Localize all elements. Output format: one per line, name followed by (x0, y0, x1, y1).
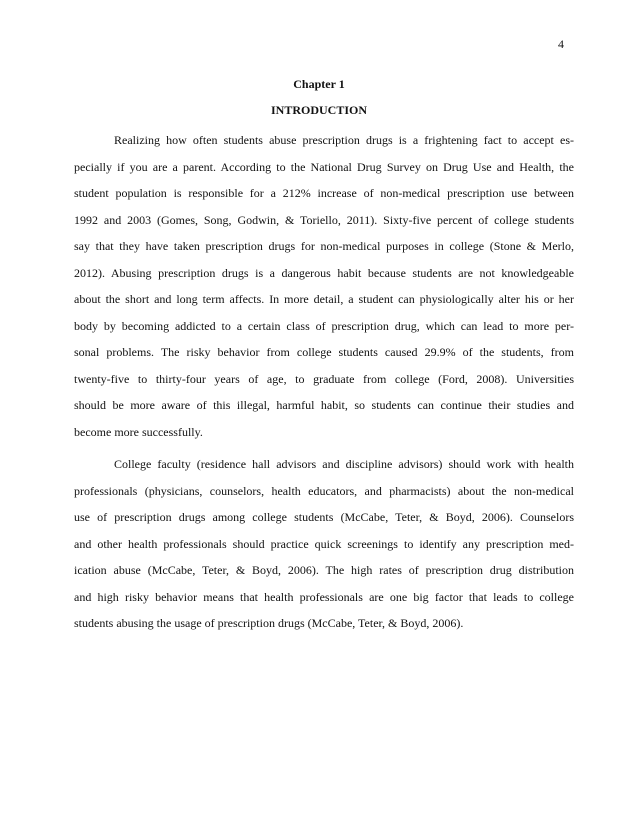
page-number: 4 (558, 37, 564, 51)
body-text (74, 127, 574, 637)
text-line: College faculty (residence hall advisors and discipline advisors) should work with health (114, 457, 574, 471)
text-line: and high risky behavior means that health professionals are one big factor that leads to college (74, 589, 574, 604)
paragraph-2 (74, 451, 574, 637)
text-line: professionals (physicians, counselors, health educators, and pharmacists) about the non-medical (74, 483, 574, 498)
chapter-title: Chapter 1 (293, 77, 345, 91)
text-line: should be more aware of this illegal, harmful habit, so students can continue their studies and (74, 398, 574, 412)
text-line: Realizing how often students abuse prescription drugs is a frightening fact to accept es- (114, 133, 574, 147)
text-line: 1992 and 2003 (Gomes, Song, Godwin, & Toriello, 2011). Sixty-five percent of college students (74, 212, 574, 227)
paragraph-1 (74, 127, 574, 445)
text-line: and other health professionals should practice quick screenings to identify any prescription med- (74, 536, 574, 551)
text-line: about the short and long term affects. In more detail, a student can physiologically alter his or her (74, 292, 574, 306)
text-line: students abusing the usage of prescription drugs (McCabe, Teter, & Boyd, 2006). (74, 616, 464, 630)
section-heading: INTRODUCTION (270, 103, 367, 117)
text-line: 2012). Abusing prescription drugs is a dangerous habit because students are not knowledgeable (74, 265, 574, 280)
text-line: body by becoming addicted to a certain class of prescription drug, which can lead to more per- (74, 318, 574, 333)
text-line: become more successfully. (74, 424, 203, 439)
text-line: twenty-five to thirty-four years of age, to graduate from college (Ford, 2008). Universities (74, 371, 574, 386)
text-line: ication abuse (McCabe, Teter, & Boyd, 2006). The high rates of prescription drug distribution (74, 563, 574, 577)
text-line: use of prescription drugs among college students (McCabe, Teter, & Boyd, 2006). Counselors (74, 510, 574, 524)
text-line: sonal problems. The risky behavior from college students caused 29.9% of the students, from (74, 345, 574, 359)
text-line: student population is responsible for a 212% increase of non-medical prescription use between (74, 186, 574, 200)
text-line: pecially if you are a parent. According to the National Drug Survey on Drug Use and Health, the (74, 159, 574, 174)
text-line: say that they have taken prescription drugs for non-medical purposes in college (Stone & Merlo, (74, 239, 574, 253)
